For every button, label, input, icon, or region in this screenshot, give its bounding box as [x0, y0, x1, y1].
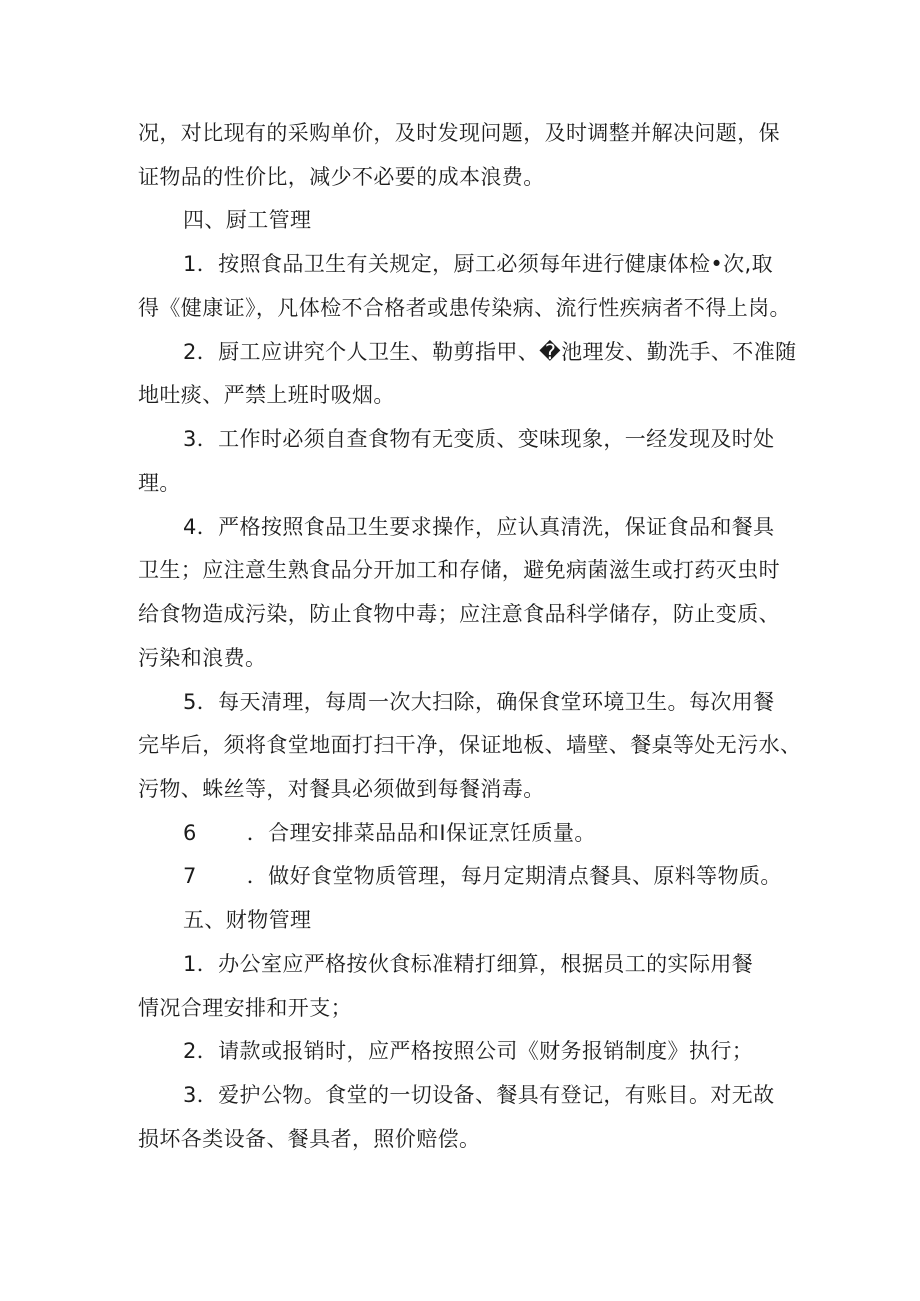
section-heading: 五、财物管理 — [183, 908, 312, 932]
item-number: 6 — [183, 821, 197, 845]
text-line: 况，对比现有的采购单价，及时发现问题，及时调整并解决问题，保 — [138, 121, 780, 145]
text-line: 地吐痰、严禁上班时吸烟。 — [138, 383, 395, 407]
text-line: 2．厨工应讲究个人卫生、勒剪指甲、�池理发、勤洗手、不准随 — [183, 340, 797, 364]
text-line: 卫生；应注意生熟食品分开加工和存储，避免病菌滋生或打药灭虫时 — [138, 558, 780, 582]
text-line: 情况合理安排和开支； — [138, 996, 352, 1020]
text-line — [183, 819, 596, 847]
text-line: 污物、蛛丝等，对餐具必须做到每餐消毒。 — [138, 777, 545, 801]
text-line: 3．工作时必须自查食物有无变质、变味现象，一经发现及时处 — [183, 427, 775, 451]
text-line: 得《健康证》，凡体检不合格者或患传染病、流行性疾病者不得上岗。 — [138, 296, 791, 320]
item-number: 7 — [183, 864, 197, 888]
text-line: 损坏各类设备、餐具者，照价赔偿。 — [138, 1127, 481, 1151]
text-line: 证物品的性价比，减少不必要的成本浪费。 — [138, 165, 545, 189]
text-line: 3．爱护公物。食堂的一切设备、餐具有登记，有账目。对无故 — [183, 1083, 775, 1107]
text-line: 完毕后，须将食堂地面打扫干净，保证地板、墙壁、餐桌等处无污水、 — [138, 733, 802, 757]
item-text: ．合理安排菜品品和I保证烹饪质量。 — [246, 821, 596, 845]
text-line: 4．严格按照食品卫生要求操作，应认真清洗，保证食品和餐具 — [183, 515, 775, 539]
text-line: 理。 — [138, 471, 181, 495]
text-line: 污染和浪费。 — [138, 646, 267, 670]
text-line: 2．请款或报销时，应严格按照公司《财务报销制度》执行； — [183, 1039, 754, 1063]
text-line: 5．每天清理，每周一次大扫除，确保食堂环境卫生。每次用餐 — [183, 690, 775, 714]
text-line — [183, 862, 782, 890]
text-line: 1．按照食品卫生有关规定，厨工必须每年进行健康体检•次,取 — [183, 252, 774, 276]
item-text: ．做好食堂物质管理，每月定期清点餐具、原料等物质。 — [246, 864, 782, 888]
text-line: 给食物造成污染，防止食物中毒；应注意食品科学储存，防止变质、 — [138, 602, 780, 626]
section-heading: 四、厨工管理 — [183, 208, 312, 232]
text-line: 1．办公室应严格按伙食标准精打细算，根据员工的实际用餐 — [183, 952, 754, 976]
